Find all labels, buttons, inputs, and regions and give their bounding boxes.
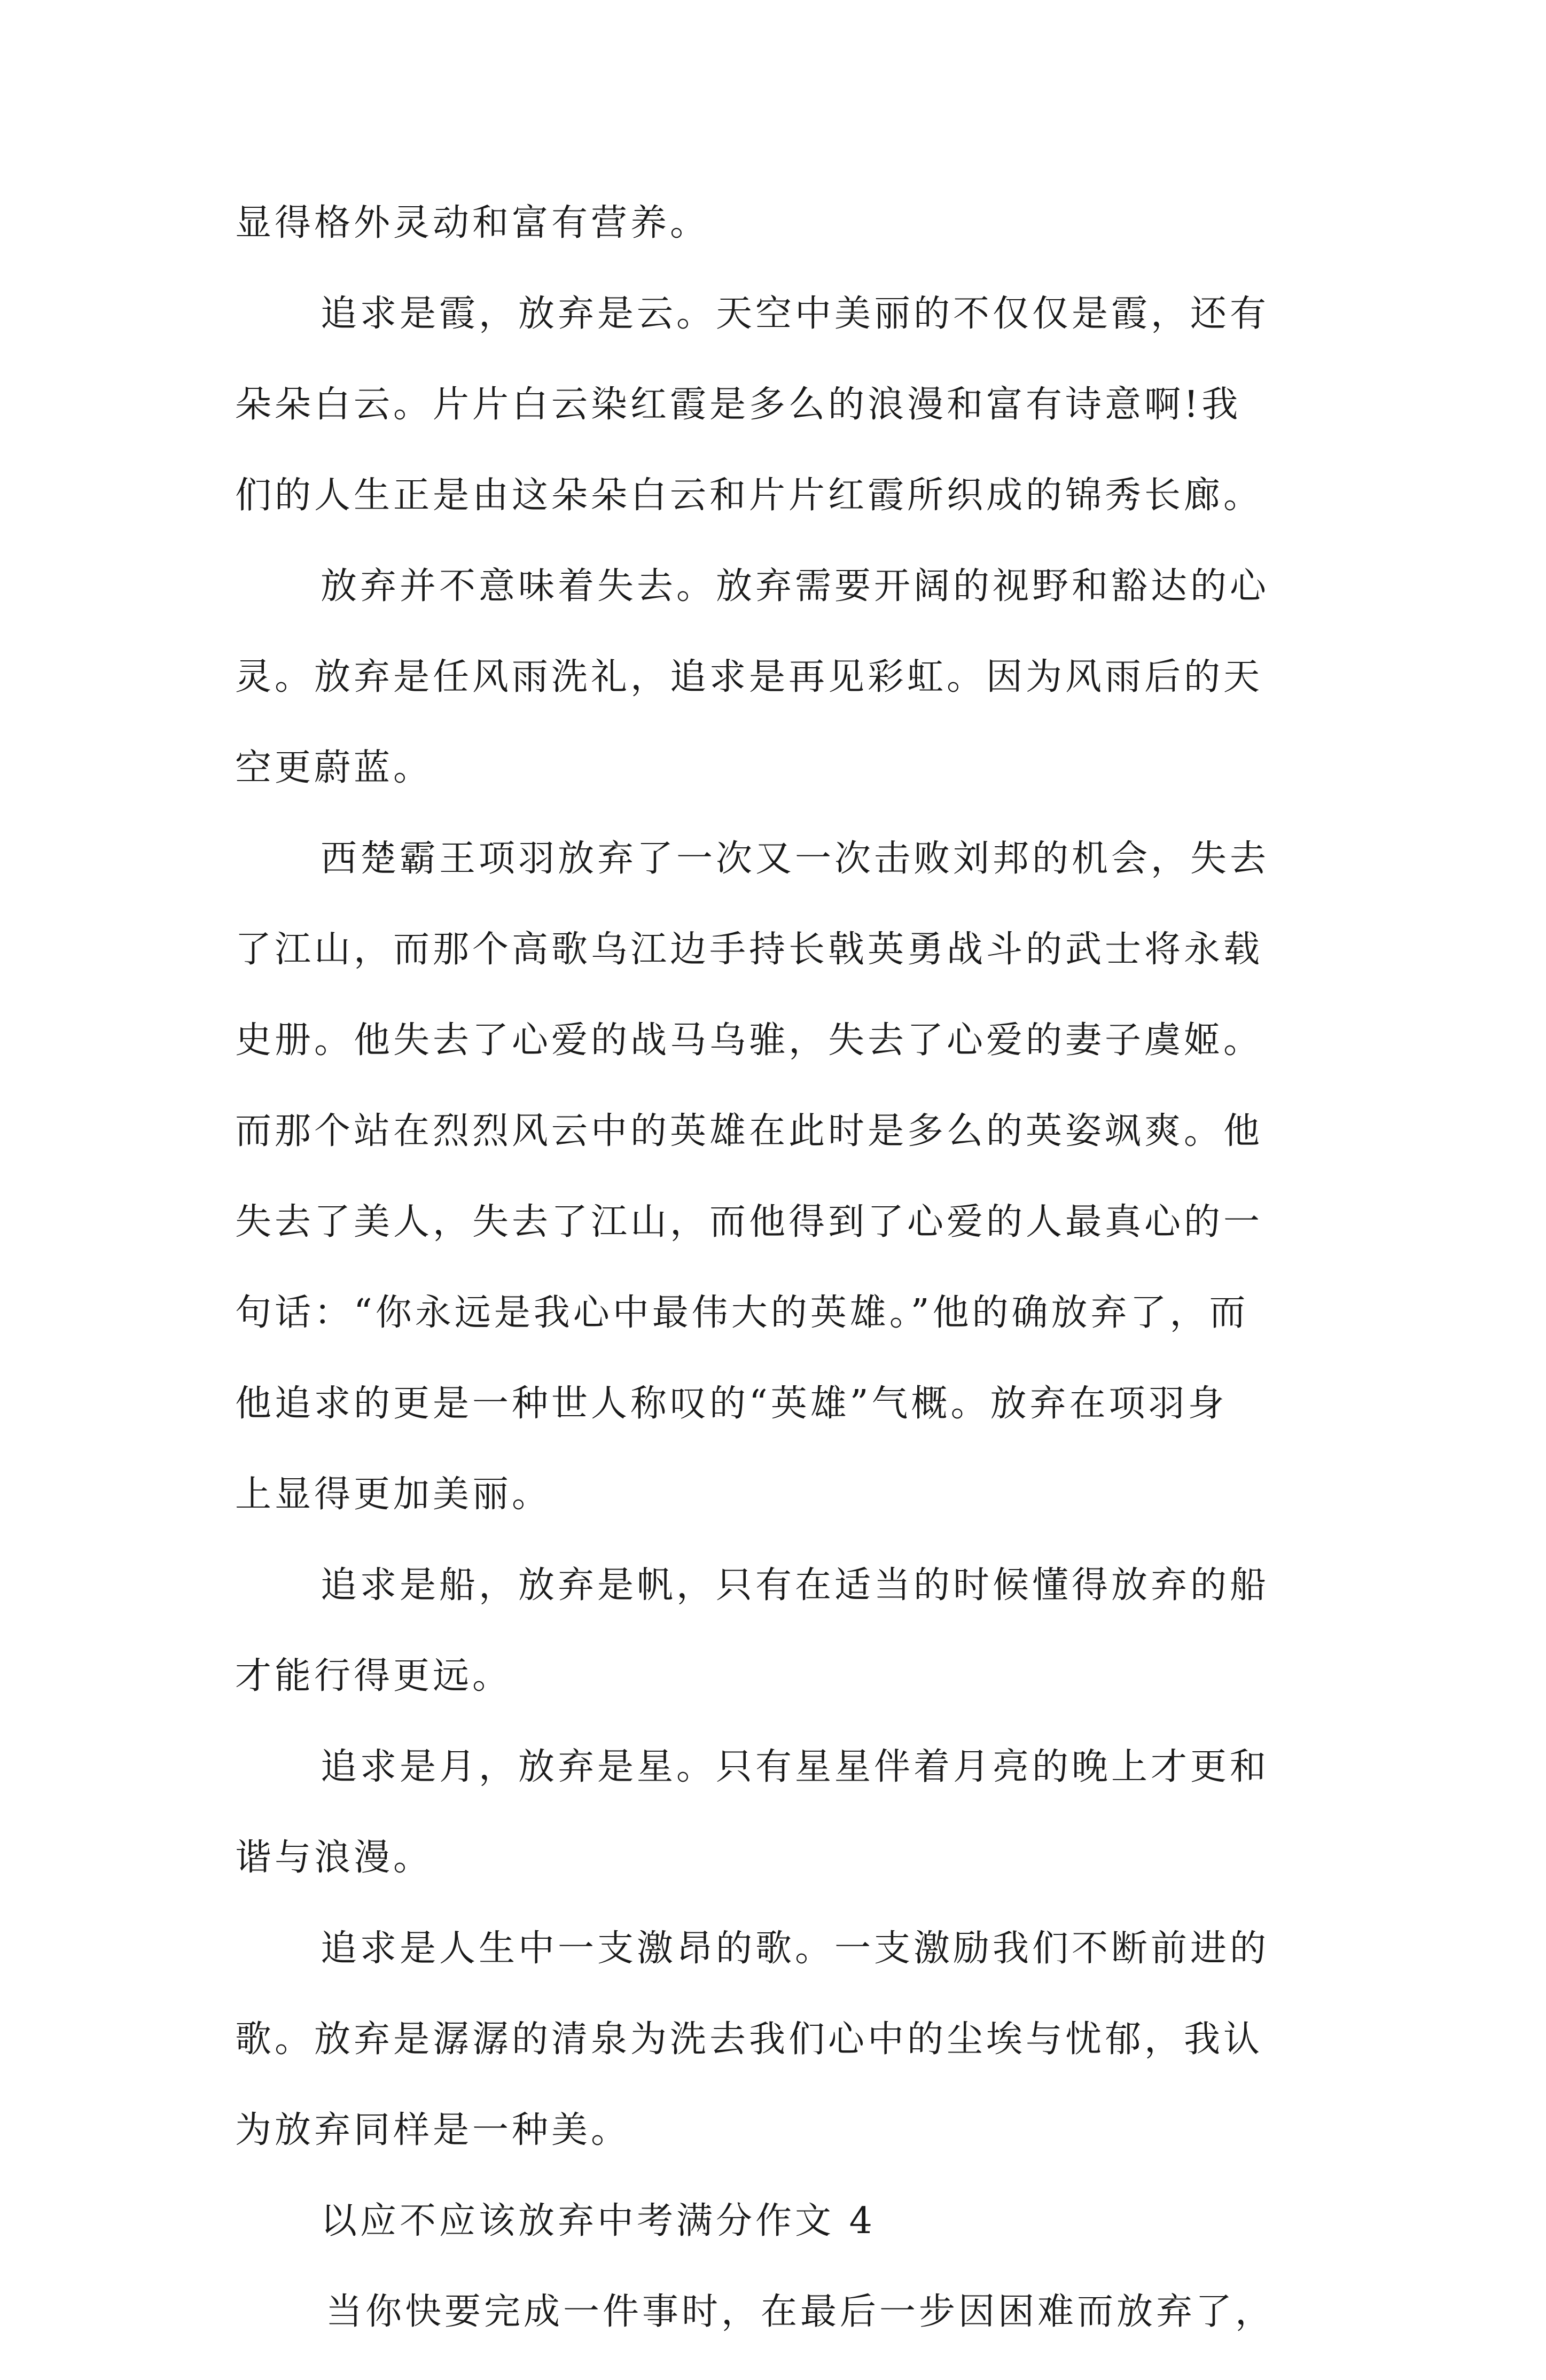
text-line: 失去了美人，失去了江山，而他得到了心爱的人最真心的一 [235, 1201, 1263, 1243]
text-line: 句话：“你永远是我心中最伟大的英雄。”他的确放弃了，而 [235, 1292, 1249, 1334]
paragraph-start-line: 追求是人生中一支激昂的歌。一支激励我们不断前进的 [321, 1928, 1270, 1970]
paragraph-start-line: 西楚霸王项羽放弃了一次又一次击败刘邦的机会，失去 [321, 838, 1270, 880]
text-line: 们的人生正是由这朵朵白云和片片红霞所织成的锦秀长廊。 [235, 474, 1263, 517]
text-line: 歌。放弃是潺潺的清泉为洗去我们心中的尘埃与忧郁，我认 [235, 2018, 1263, 2061]
text-line: 为放弃同样是一种美。 [235, 2109, 631, 2151]
text-line: 他追求的更是一种世人称叹的“英雄”气概。放弃在项羽身 [235, 1383, 1228, 1425]
paragraph-start-line: 放弃并不意味着失去。放弃需要开阔的视野和豁达的心 [321, 565, 1270, 607]
text-line: 了江山，而那个高歌乌江边手持长戟英勇战斗的武士将永载 [235, 928, 1263, 971]
paragraph-start-line: 追求是霞，放弃是云。天空中美丽的不仅仅是霞，还有 [321, 293, 1270, 335]
text-line: 史册。他失去了心爱的战马乌骓，失去了心爱的妻子虞姬。 [235, 1019, 1263, 1062]
text-line: 上显得更加美丽。 [235, 1473, 552, 1516]
text-line: 谐与浪漫。 [235, 1837, 433, 1879]
paragraph-start-line: 追求是月，放弃是星。只有星星伴着月亮的晚上才更和 [321, 1746, 1270, 1788]
paragraph-start-line: 当你快要完成一件事时，在最后一步因困难而放弃了， [326, 2291, 1275, 2333]
text-line: 而那个站在烈烈风云中的英雄在此时是多么的英姿飒爽。他 [235, 1110, 1263, 1152]
section-heading: 以应不应该放弃中考满分作文 4 [321, 2200, 876, 2242]
text-line: 显得格外灵动和富有营养。 [235, 202, 710, 244]
text-line: 灵。放弃是任风雨洗礼，追求是再见彩虹。因为风雨后的天 [235, 656, 1263, 698]
text-line: 空更蔚蓝。 [235, 747, 433, 789]
text-line: 朵朵白云。片片白云染红霞是多么的浪漫和富有诗意啊!我 [235, 384, 1242, 426]
paragraph-start-line: 追求是船，放弃是帆，只有在适当的时候懂得放弃的船 [321, 1564, 1270, 1606]
text-line: 才能行得更远。 [235, 1655, 512, 1697]
document-page [235, 200, 1325, 2380]
